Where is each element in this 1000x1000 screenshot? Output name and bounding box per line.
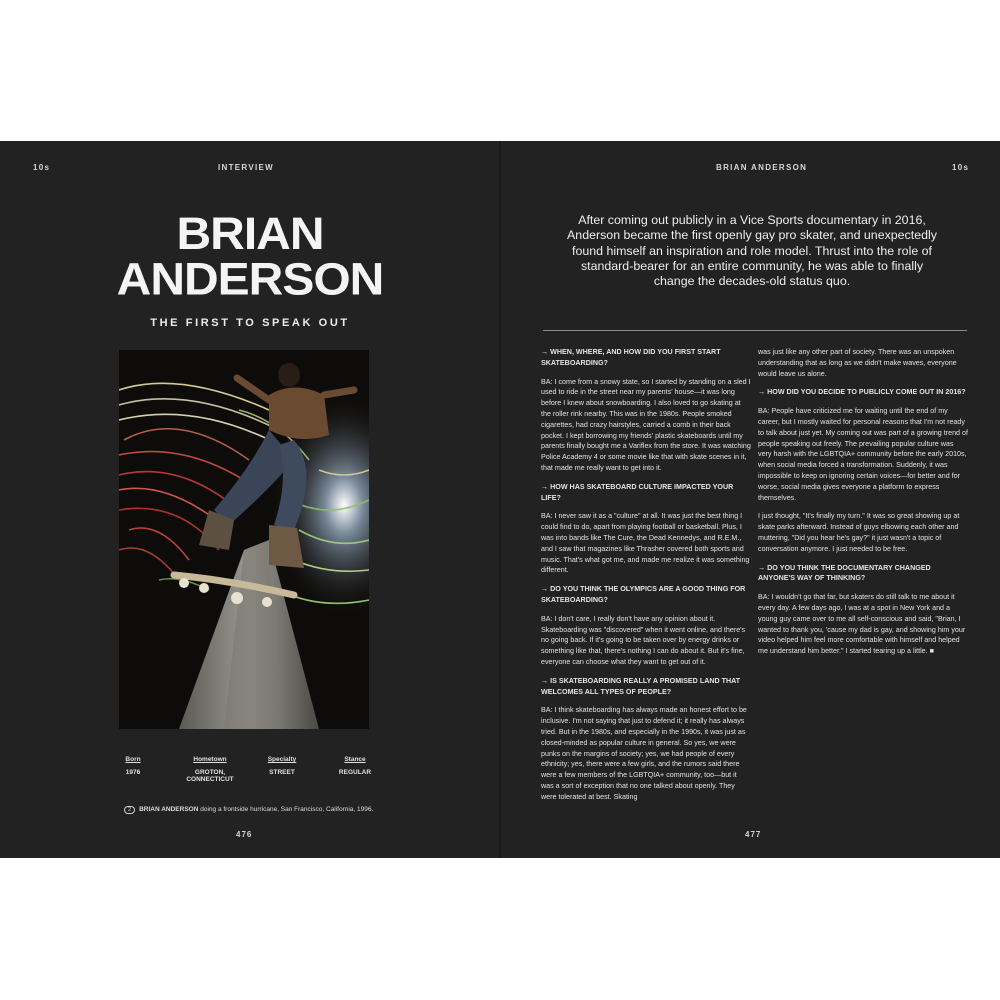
running-head-name: BRIAN ANDERSON [716,163,808,172]
title-line-2: ANDERSON [116,254,384,305]
magazine-spread [0,141,1000,858]
question-3: → DO YOU THINK THE OLYMPICS ARE A GOOD THING FOR SKATEBOARDING? [541,585,746,604]
answer-6: BA: I wouldn't go that far, but skaters do still talk to me about it every day. A few days ago, I was at a spot in New York and a young guy came over to me all self-conscious and said, "Brian, I wanted to thank you, 'cause my dad is gay, and showing him your video helped him feel more comfortable with himself and helped me understand him better." I started tearing up a little. ■ [758,593,966,656]
answer-2: BA: I never saw it as a "culture" at all. It was just the best thing I could find to do, apart from playing football or basketball. Plus, I was into bands like The Cure, the Dead Kennedys, and R.E.M., and I saw that magazines like Thrasher covered both sports and music. That's what got me, and made me realize it was something different. [541,512,750,575]
page-number-left: 476 [236,830,253,839]
caption-name: BRIAN ANDERSON [139,806,199,813]
text-column-1 [541,347,751,810]
fact-stance-label: Stance [344,756,366,763]
lede-paragraph: After coming out publicly in a Vice Sports documentary in 2016, Anderson became the first openly gay pro skater, and unexpectedly found himself an inspiration and role model. Thrust into the role of standard-bearer for an entire community, he was able to finally change the decades-old status quo. [567,213,937,289]
fact-specialty-value: STREET [269,769,295,776]
text-column-2 [758,347,968,665]
question-6: → DO YOU THINK THE DOCUMENTARY CHANGED ANYONE'S WAY OF THINKING? [758,563,931,583]
page-gutter [499,141,501,858]
question-5: → HOW DID YOU DECIDE TO PUBLICLY COME OUT IN 2016? [758,388,966,397]
divider-rule [543,330,967,331]
fact-born-value: 1976 [125,769,141,776]
running-section-left: 10s [33,163,51,172]
answer-4: BA: I think skateboarding has always made an honest effort to be inclusive. I'm not saying that just to defend it; it really has always tried. But in the 1980s, and especially in the 1990s, it was just as closed-minded as popular culture in general. So yes, we were punks on the margins of society; yes, we had people of every ethnicity; yes, there were a few girls, and the rumors said there were a few members of the LGBTQIA+ community, too—but it was a sort of exception that no one talked about openly. They were tolerated at best. Skating [541,706,747,801]
page-number-right: 477 [745,830,762,839]
fact-stance-value: REGULAR [338,769,372,776]
fact-hometown [182,756,238,783]
fact-born-label: Born [125,756,141,763]
caption-text: doing a frontside hurricane, San Francisco, California, 1996. [198,806,374,813]
question-4: → IS SKATEBOARDING REALLY A PROMISED LAND THAT WELCOMES ALL TYPES OF PEOPLE? [541,676,741,696]
answer-5: BA: People have criticized me for waiting until the end of my career, but I mostly waited for personal reasons that I'm not ready to talk about just yet. My coming out was part of a growing trend of people speaking out freely. The prevailing popular culture was very harsh with the LGBTQIA+ community before the early 2010s, when social media forced a transformation. Suddenly, it was impossible to keep on ignoring certain voices—for better and for worse, social media gives everyone a platform to express themselves. [758,407,968,502]
question-2: → HOW HAS SKATEBOARD CULTURE IMPACTED YOUR LIFE? [541,482,734,502]
title-line-1: BRIAN [176,209,324,260]
fact-born [117,756,149,776]
skateboard-photo [119,350,369,729]
answer-5-continued: I just thought, "It's finally my turn." It was so great showing up at skate parks afterward. Instead of guys elbowing each other and muttering, "Did you hear he's gay?" it just wasn't a topic of conversation anymore. I just needed to be free. [758,512,960,553]
answer-3: BA: I don't care, I really don't have any opinion about it. Skateboarding was "discovered" when it went online, and there's no going back. If it's going to be taken over by energy drinks or something like that, there's nothing I can do about it. But it's fine, everyone can choose what they want to get out of it. [541,614,746,666]
answer-1: BA: I come from a snowy state, so I started by standing on a sled I used to ride in the street near my parents' house—it was long before I knew about snowboarding. I also loved to go skating at the roller rink nearby. This was in the 1980s. People smoked cigarettes, had crazy hairstyles, carried a comb in their back pocket. I kept borrowing my friends' plastic skateboards until my parents finally bought me a Variflex from the store. It was watching Police Academy 4 or some movie like that with skate scenes in it, that made me really want to get into it. [541,377,751,472]
running-head-interview: INTERVIEW [218,163,275,172]
running-section-right: 10s [952,163,970,172]
question-1: → WHEN, WHERE, AND HOW DID YOU FIRST START SKATEBOARDING? [541,348,721,367]
fact-hometown-label: Hometown [193,756,227,763]
subtitle: THE FIRST TO SPEAK OUT [150,317,350,329]
fact-specialty-label: Specialty [267,756,297,763]
answer-4-continued: was just like any other part of society. There was an unspoken understanding that as long as we didn't make waves, everyone would leave us alone. [758,348,957,378]
fact-hometown-value: GROTON, CONNECTICUT [186,769,234,783]
photo-caption [124,806,424,814]
caption-number: 2 [124,806,135,814]
fact-specialty [262,756,302,776]
fact-stance [335,756,375,776]
